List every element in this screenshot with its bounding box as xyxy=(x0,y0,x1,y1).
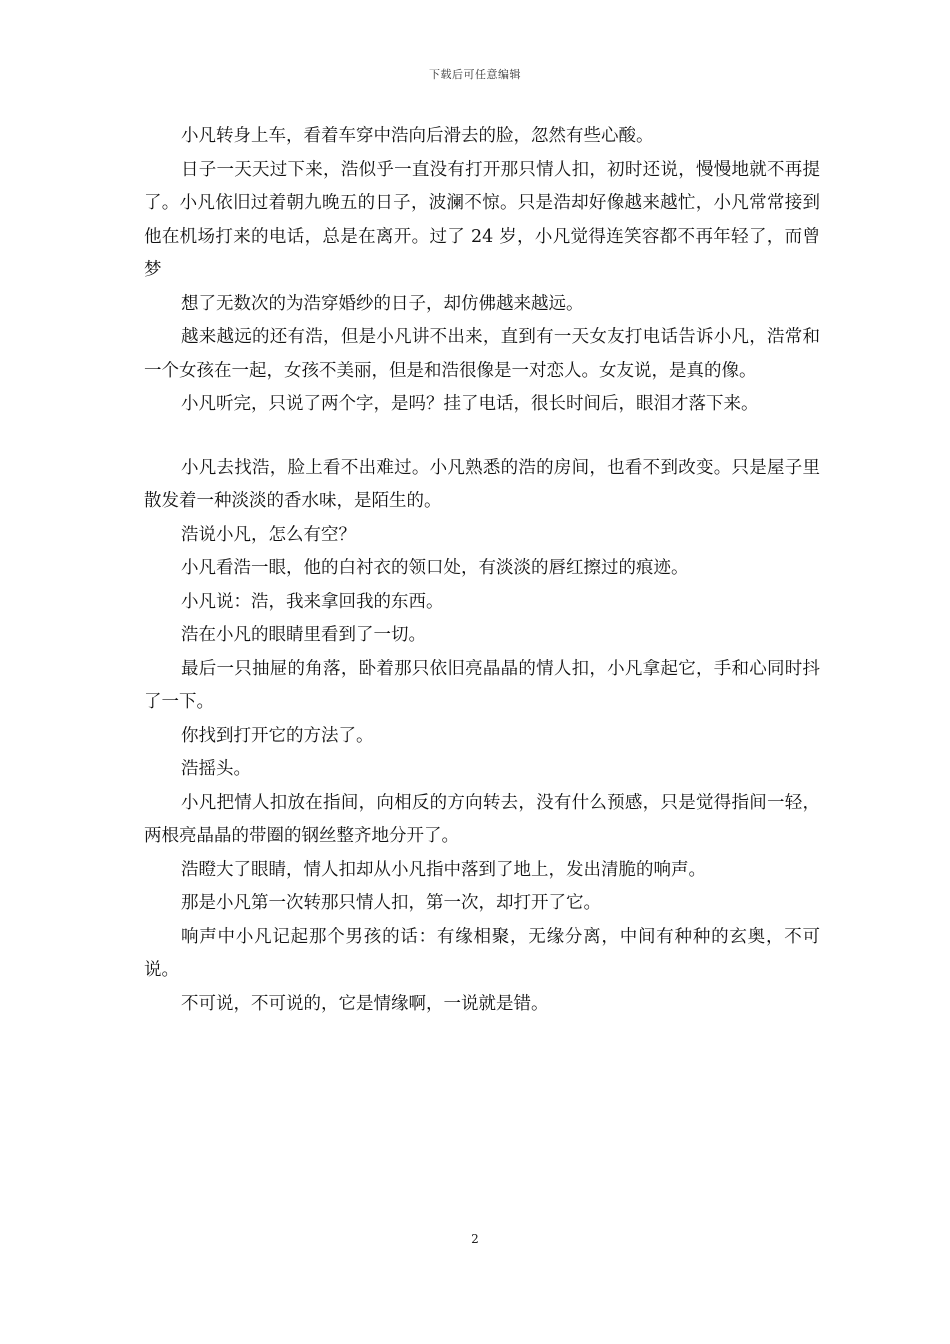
paragraph: 那是小凡第一次转那只情人扣，第一次，却打开了它。 xyxy=(181,893,601,913)
paragraph: 小凡说：浩，我来拿回我的东西。 xyxy=(181,591,444,612)
paragraph: 浩瞪大了眼睛，情人扣却从小凡指中落到了地上，发出清脆的响声。 xyxy=(181,859,706,880)
page-number: 2 xyxy=(471,1232,479,1246)
paragraph: 想了无数次的为浩穿婚纱的日子，却仿佛越来越远。 xyxy=(181,293,584,314)
paragraph: 小凡去找浩，脸上看不出难过。小凡熟悉的浩的房间，也看不到改变。只是屋子里散发着一种淡淡的香水味，是陌生的。 xyxy=(144,457,820,511)
paragraph: 浩在小凡的眼睛里看到了一切。 xyxy=(181,625,426,645)
paragraph: 不可说，不可说的，它是情缘啊，一说就是错。 xyxy=(181,993,549,1014)
paragraph: 小凡听完，只说了两个字，是吗？挂了电话，很长时间后，眼泪才落下来。 xyxy=(181,394,759,414)
paragraph: 日子一天天过下来，浩似乎一直没有打开那只情人扣，初时还说，慢慢地就不再提了。小凡依旧过着朝九晚五的日子，波澜不惊。只是浩却好像越来越忙，小凡常常接到他在机场打来的电话，总是在离开。过了 24 岁，小凡觉得连笑容都不再年轻了，而曾梦 xyxy=(144,159,820,280)
paragraph: 浩说小凡，怎么有空？ xyxy=(181,524,356,545)
paragraph: 最后一只抽屉的角落，卧着那只依旧亮晶晶的情人扣，小凡拿起它，手和心同时抖了一下。 xyxy=(144,658,820,712)
document-body xyxy=(144,120,820,1021)
paragraph: 你找到打开它的方法了。 xyxy=(181,725,374,746)
paragraph: 越来越远的还有浩，但是小凡讲不出来，直到有一天女友打电话告诉小凡，浩常和一个女孩在一起，女孩不美丽，但是和浩很像是一对恋人。女友说，是真的像。 xyxy=(144,327,820,381)
paragraph: 小凡把情人扣放在指间，向相反的方向转去，没有什么预感，只是觉得指间一轻，两根亮晶晶的带圈的钢丝整齐地分开了。 xyxy=(144,792,820,846)
paragraph: 响声中小凡记起那个男孩的话：有缘相聚，无缘分离，中间有种种的玄奥，不可说。 xyxy=(144,926,820,980)
page-header: 下载后可任意编辑 xyxy=(429,68,521,81)
paragraph: 浩摇头。 xyxy=(181,759,251,779)
paragraph: 小凡转身上车，看着车穿中浩向后滑去的脸，忽然有些心酸。 xyxy=(181,126,654,146)
paragraph: 小凡看浩一眼，他的白衬衣的领口处，有淡淡的唇红擦过的痕迹。 xyxy=(181,558,689,578)
